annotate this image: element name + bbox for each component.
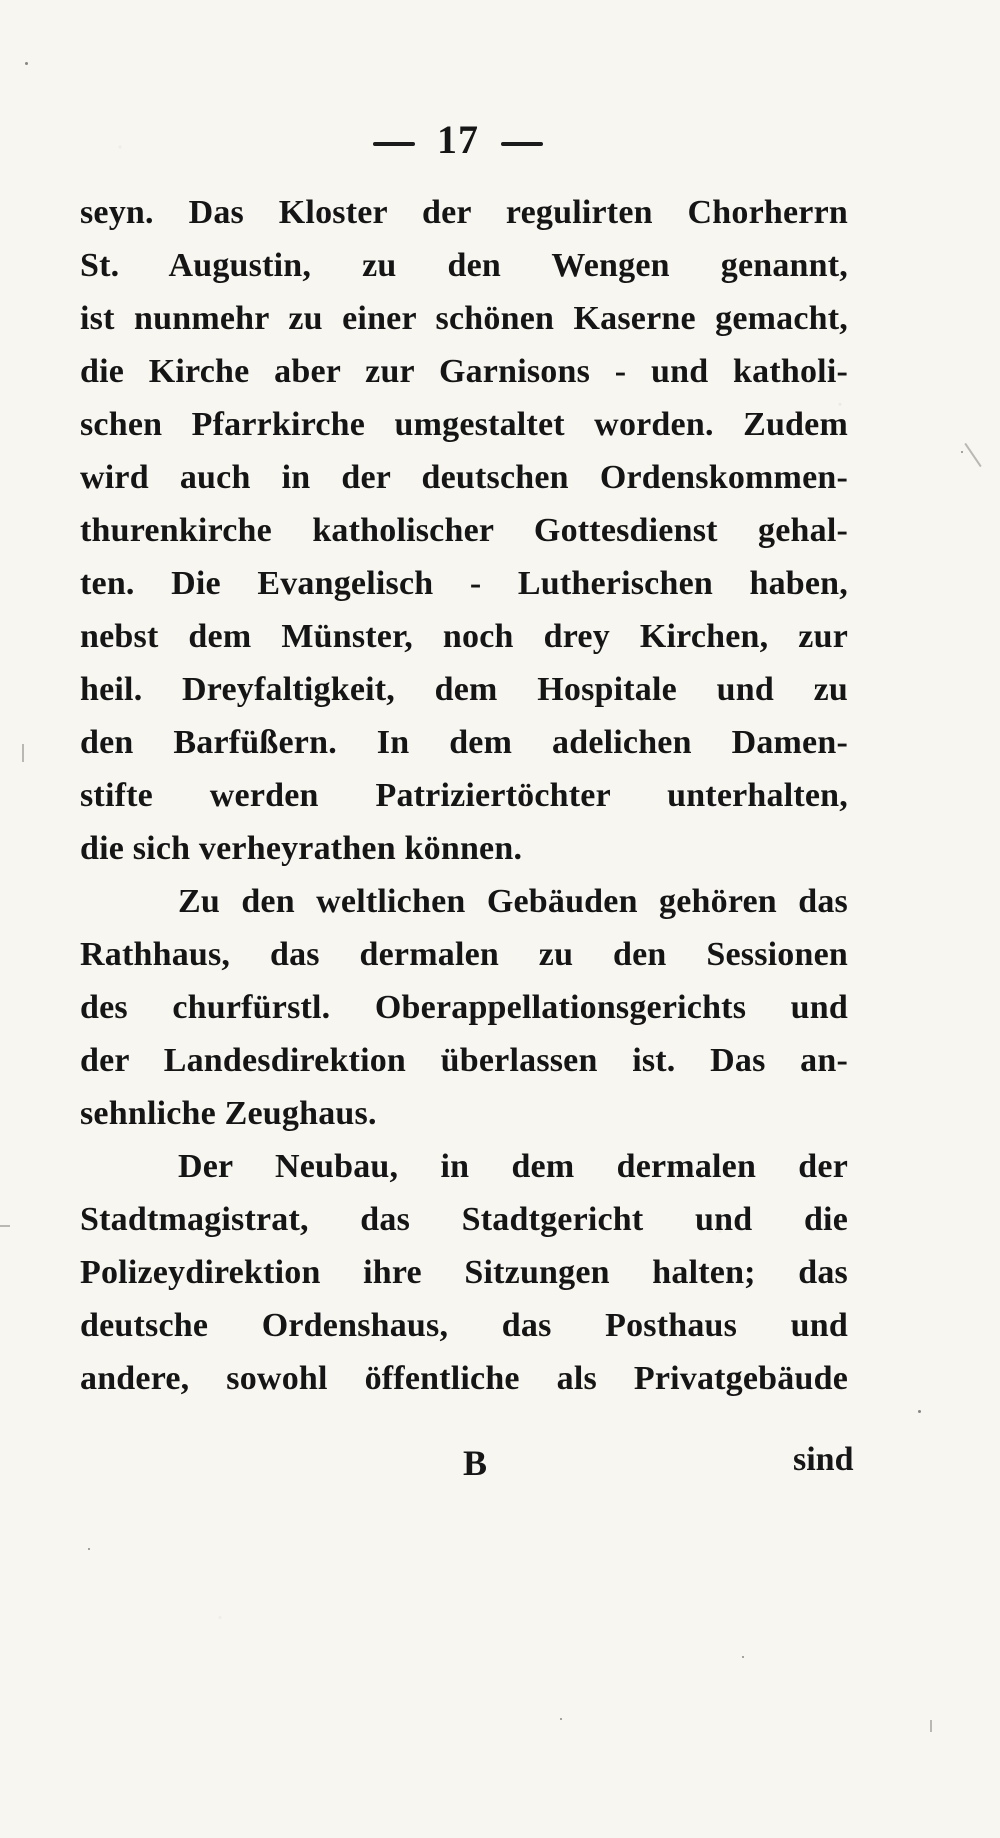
- page-header: [348, 117, 568, 162]
- text-line-21: Polizeydirektion ihre Sitzungen halten; das: [80, 1254, 848, 1291]
- text-line-22: deutsche Ordenshaus, das Posthaus und: [80, 1307, 848, 1344]
- text-line-3: ist nunmehr zu einer schönen Kaserne gemacht,: [80, 300, 848, 337]
- text-line-10: heil. Dreyfaltigkeit, dem Hospitale und zu: [80, 671, 848, 708]
- page-number: 17: [437, 117, 479, 162]
- text-line-6: wird auch in der deutschen Ordenskommen-: [80, 459, 848, 496]
- text-line-9: nebst dem Münster, noch drey Kirchen, zur: [80, 618, 848, 655]
- left-header-dash: [373, 142, 415, 146]
- text-line-2: St. Augustin, zu den Wengen genannt,: [80, 247, 848, 284]
- scan-mark: [22, 744, 24, 762]
- text-line-23: andere, sowohl öffentliche als Privatgebäude: [80, 1360, 848, 1397]
- text-line-8: ten. Die Evangelisch - Lutherischen haben,: [80, 565, 848, 602]
- text-line-1: seyn. Das Kloster der regulirten Chorherrn: [80, 194, 848, 231]
- text-line-11: den Barfüßern. In dem adelichen Damen-: [80, 724, 848, 761]
- text-line-5: schen Pfarrkirche umgestaltet worden. Zudem: [80, 406, 848, 443]
- paper-speck: [88, 1548, 90, 1550]
- text-line-19: Der Neubau, in dem dermalen der: [178, 1148, 848, 1185]
- text-line-20: Stadtmagistrat, das Stadtgericht und die: [80, 1201, 848, 1238]
- text-line-18: sehnliche Zeughaus.: [80, 1095, 377, 1132]
- scan-mark: [0, 1225, 10, 1227]
- catchword: sind: [793, 1441, 854, 1478]
- paper-speck: [961, 451, 963, 453]
- right-header-dash: [501, 142, 543, 146]
- text-line-15: Rathhaus, das dermalen zu den Sessionen: [80, 936, 848, 973]
- text-line-4: die Kirche aber zur Garnisons - und katholi-: [80, 353, 848, 390]
- paper-speck: [742, 1656, 744, 1658]
- scan-mark: [930, 1720, 932, 1732]
- paper-speck: [560, 1718, 562, 1720]
- text-line-16: des churfürstl. Oberappellationsgerichts und: [80, 989, 848, 1026]
- paper-speck: [918, 1410, 921, 1413]
- text-line-17: der Landesdirektion überlassen ist. Das an-: [80, 1042, 848, 1079]
- text-line-7: thurenkirche katholischer Gottesdienst gehal-: [80, 512, 848, 549]
- signature-mark: B: [463, 1443, 488, 1483]
- text-line-12: stifte werden Patriziertöchter unterhalten,: [80, 777, 848, 814]
- scan-mark: [964, 443, 981, 467]
- text-line-14: Zu den weltlichen Gebäuden gehören das: [178, 883, 848, 920]
- paper-speck: [25, 62, 28, 65]
- text-line-13: die sich verheyrathen können.: [80, 830, 523, 867]
